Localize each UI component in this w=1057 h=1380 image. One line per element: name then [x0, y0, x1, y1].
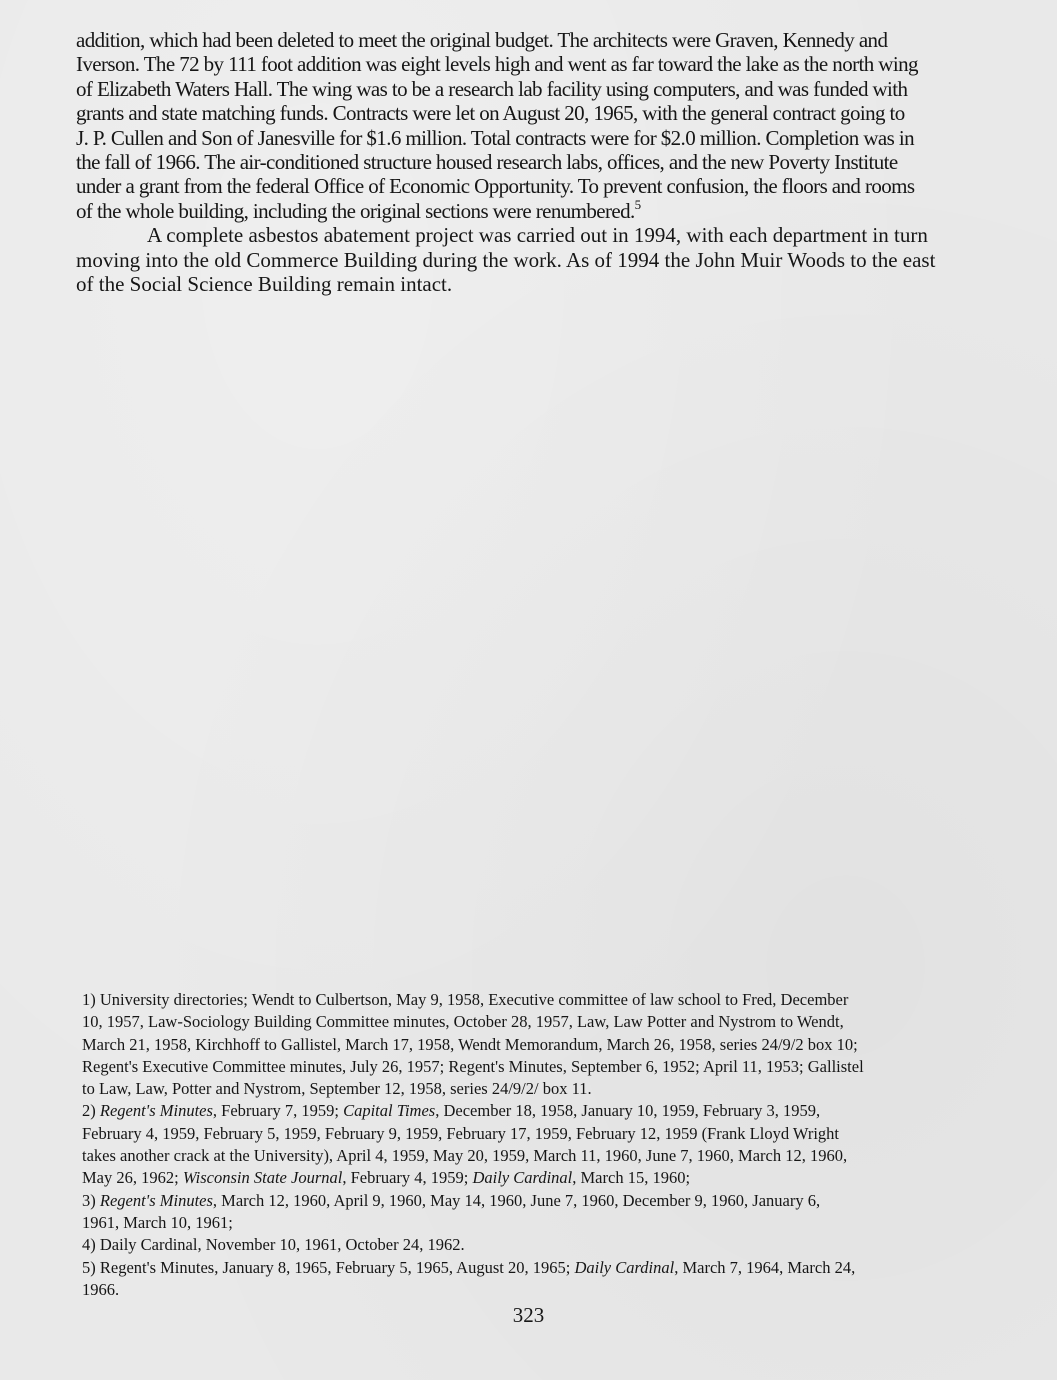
- footnote-line: 1961, March 10, 1961;: [82, 1212, 233, 1232]
- footnote-line: March 21, 1958, Kirchhoff to Gallistel, March 17, 1958, Wendt Memorandum, March 26, 1958, series 24/9/2 box 10;: [82, 1034, 858, 1054]
- footnote-3: [82, 1190, 982, 1235]
- text-line: moving into the old Commerce Building during the work. As of 1994 the John Muir Woods to the east: [76, 247, 936, 272]
- text-line: of Elizabeth Waters Hall. The wing was to be a research lab facility using computers, and was funded with: [76, 76, 908, 101]
- text-line: of the whole building, including the original sections were renumbered.: [76, 198, 635, 223]
- footnote-2: [82, 1100, 982, 1189]
- text-line: J. P. Cullen and Son of Janesville for $1.6 million. Total contracts were for $2.0 million. Completion was in: [76, 125, 914, 150]
- footnote-number: 2): [82, 1101, 100, 1121]
- footnote-text: , February 7, 1959;: [212, 1101, 344, 1121]
- footnote-line: 1966.: [82, 1279, 120, 1299]
- source-title: Daily Cardinal: [574, 1257, 675, 1277]
- footnotes: [82, 989, 982, 1301]
- footnote-text: 5) Regent's Minutes, January 8, 1965, February 5, 1965, August 20, 1965;: [82, 1257, 575, 1277]
- footnote-text: May 26, 1962;: [82, 1168, 183, 1188]
- footnote-line: February 4, 1959, February 5, 1959, February 9, 1959, February 17, 1959, February 12, 1959 (Frank Lloyd Wright: [82, 1123, 839, 1143]
- footnote-text: , February 4, 1959;: [342, 1168, 473, 1188]
- footnote-text: , December 18, 1958, January 10, 1959, February 3, 1959,: [435, 1101, 821, 1121]
- footnote-5: [82, 1257, 982, 1302]
- text-line: the fall of 1966. The air-conditioned structure housed research labs, offices, and the new Poverty Institute: [76, 150, 898, 175]
- footnote-line: 1) University directories; Wendt to Culbertson, May 9, 1958, Executive committee of law school to Fred, December: [82, 990, 849, 1009]
- body-text: [76, 28, 996, 296]
- footnote-text: , March 12, 1960, April 9, 1960, May 14, 1960, June 7, 1960, December 9, 1960, January 6,: [212, 1190, 821, 1210]
- footnote-line: Regent's Executive Committee minutes, July 26, 1957; Regent's Minutes, September 6, 1952; April 11, 1953; Gallistel: [82, 1056, 864, 1076]
- text-line: under a grant from the federal Office of Economic Opportunity. To prevent confusion, the floors and rooms: [76, 174, 915, 199]
- footnote-line: 4) Daily Cardinal, November 10, 1961, October 24, 1962.: [82, 1235, 465, 1255]
- source-title: Wisconsin State Journal: [182, 1168, 343, 1188]
- footnote-4: [82, 1234, 982, 1256]
- footnote-text: , March 15, 1960;: [572, 1168, 691, 1188]
- source-title: Capital Times: [343, 1101, 436, 1121]
- footnote-marker: 5: [634, 196, 641, 212]
- paragraph-asbestos-abatement: [76, 223, 996, 296]
- footnote-line: to Law, Law, Potter and Nystrom, September 12, 1958, series 24/9/2/ box 11.: [82, 1079, 592, 1099]
- page-number: 323: [512, 1303, 545, 1327]
- source-title: Daily Cardinal: [472, 1168, 573, 1188]
- footnote-line: 10, 1957, Law-Sociology Building Committee minutes, October 28, 1957, Law, Law Potter and Nystrom to Wendt,: [82, 1012, 844, 1032]
- text-line: addition, which had been deleted to meet the original budget. The architects were Graven, Kennedy and: [76, 28, 888, 52]
- source-title: Regent's Minutes: [99, 1101, 213, 1121]
- footnote-text: , March 7, 1964, March 24,: [674, 1257, 856, 1277]
- footnote-1: [82, 989, 982, 1100]
- paragraph-building-addition: [76, 28, 996, 223]
- source-title: Regent's Minutes: [99, 1190, 213, 1210]
- text-line: Iverson. The 72 by 111 foot addition was eight levels high and went as far toward the lake as the north wing: [76, 52, 918, 77]
- text-line: A complete asbestos abatement project was carried out in 1994, with each department in turn: [147, 223, 928, 248]
- footnote-line: takes another crack at the University), April 4, 1959, May 20, 1959, March 11, 1960, June 7, 1960, March 12, 1960,: [82, 1146, 848, 1166]
- footnote-number: 3): [82, 1190, 100, 1210]
- text-line: grants and state matching funds. Contracts were let on August 20, 1965, with the general contract going to: [76, 101, 905, 126]
- text-line: of the Social Science Building remain intact.: [76, 272, 453, 297]
